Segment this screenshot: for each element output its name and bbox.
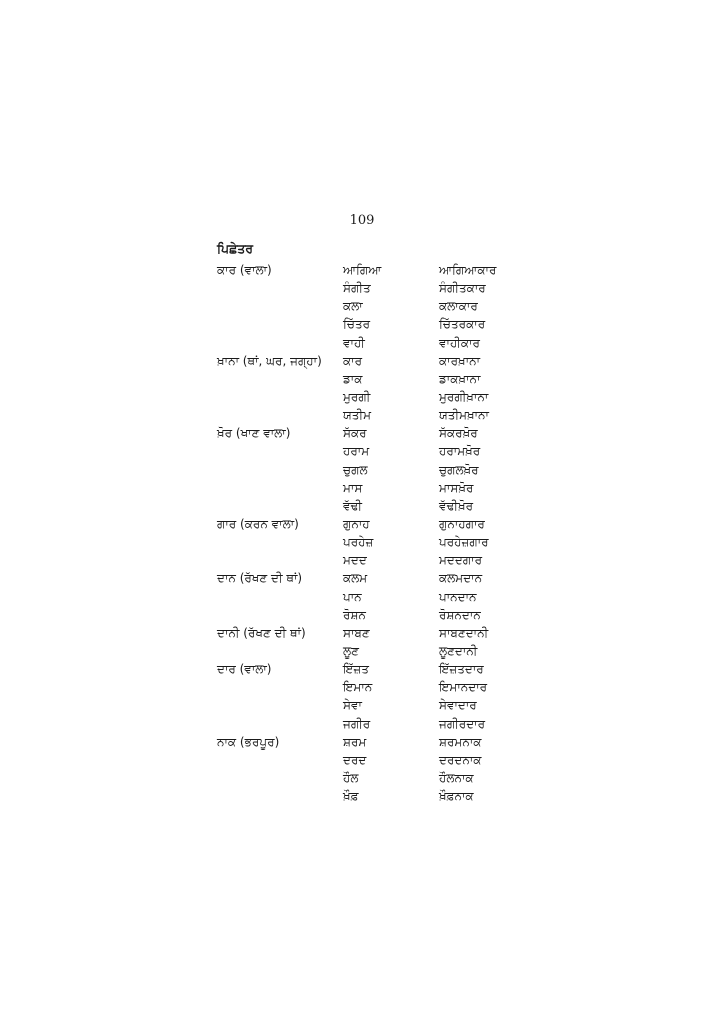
- table-row: [217, 606, 537, 624]
- derived-word-cell: ਇਮਾਨਦਾਰ: [439, 680, 488, 695]
- base-word-cell: ਸੇਵਾ: [343, 698, 362, 713]
- suffix-cell: ਦਾਨ (ਰੱਖਣ ਦੀ ਥਾਂ): [217, 571, 303, 586]
- base-word-cell: ਯਤੀਮ: [343, 408, 371, 423]
- base-word-cell: ਸ਼ਰਮ: [343, 734, 367, 749]
- derived-word-cell: ਸ਼ਰਮਨਾਕ: [439, 734, 482, 749]
- base-word-cell: ਡਾਕ: [343, 371, 363, 386]
- base-word-cell: ਪਰਹੇਜ਼: [343, 535, 374, 550]
- base-word-cell: ਸਾਬਣ: [343, 625, 370, 640]
- base-word-cell: ਚਿੱਤਰ: [343, 317, 371, 332]
- suffix-cell: ਦਾਰ (ਵਾਲਾ): [217, 662, 272, 677]
- derived-word-cell: ਹਰਾਮਖ਼ੋਰ: [439, 444, 481, 459]
- base-word-cell: ਗੁਨਾਹ: [343, 516, 370, 531]
- base-word-cell: ਵੱਢੀ: [343, 498, 362, 513]
- derived-word-cell: ਵੱਢੀਖ਼ੋਰ: [439, 498, 474, 513]
- base-word-cell: ਮਦਦ: [343, 553, 367, 568]
- base-word-cell: ਲੂਣ: [343, 643, 359, 658]
- table-row: [217, 497, 537, 515]
- derived-word-cell: ਹੌਲਨਾਕ: [439, 770, 474, 785]
- suffix-table: [217, 261, 537, 805]
- table-row: [217, 769, 537, 787]
- base-word-cell: ਇੱਜ਼ਤ: [343, 662, 369, 677]
- table-row: [217, 642, 537, 660]
- derived-word-cell: ਯਤੀਮਖ਼ਾਨਾ: [439, 408, 489, 423]
- table-row: [217, 352, 537, 370]
- derived-word-cell: ਸਾਬਣਦਾਨੀ: [439, 625, 489, 640]
- table-row: [217, 660, 537, 678]
- base-word-cell: ਆਗਿਆ: [343, 263, 382, 277]
- suffix-cell: ਕਾਰ (ਵਾਲਾ): [217, 263, 272, 277]
- derived-word-cell: ਕਲਮਦਾਨ: [439, 571, 483, 586]
- table-row: [217, 624, 537, 642]
- derived-word-cell: ਮੁਰਗੀਖ਼ਾਨਾ: [439, 389, 489, 404]
- derived-word-cell: ਸੇਵਾਦਾਰ: [439, 698, 477, 713]
- table-row: [217, 751, 537, 769]
- derived-word-cell: ਲੂਣਦਾਨੀ: [439, 643, 478, 658]
- derived-word-cell: ਸੰਗੀਤਕਾਰ: [439, 281, 486, 296]
- base-word-cell: ਜਗੀਰ: [343, 716, 371, 731]
- base-word-cell: ਕਲਮ: [343, 571, 368, 586]
- base-word-cell: ਦਰਦ: [343, 752, 367, 767]
- derived-word-cell: ਚਿੱਤਰਕਾਰ: [439, 317, 486, 332]
- table-row: [217, 533, 537, 551]
- derived-word-cell: ਆਗਿਆਕਾਰ: [439, 263, 497, 277]
- table-row: [217, 334, 537, 352]
- derived-word-cell: ਕਲਾਕਾਰ: [439, 299, 478, 314]
- suffix-cell: ਗਾਰ (ਕਰਨ ਵਾਲਾ): [217, 516, 299, 531]
- suffix-cell: ਨਾਕ (ਭਰਪੂਰ): [217, 734, 280, 749]
- base-word-cell: ਕਾਰ: [343, 353, 363, 368]
- derived-word-cell: ਇੱਜ਼ਤਦਾਰ: [439, 662, 484, 677]
- table-row: [217, 461, 537, 479]
- table-row: [217, 442, 537, 460]
- table-row: [217, 424, 537, 442]
- derived-word-cell: ਦਰਦਨਾਕ: [439, 752, 482, 767]
- page-number: 109: [349, 213, 375, 228]
- table-row: [217, 370, 537, 388]
- derived-word-cell: ਜਗੀਰਦਾਰ: [439, 716, 486, 731]
- table-row: [217, 479, 537, 497]
- base-word-cell: ਇਮਾਨ: [343, 680, 373, 695]
- base-word-cell: ਮੁਰਗੀ: [343, 389, 371, 404]
- derived-word-cell: ਖ਼ੌਫ਼ਨਾਕ: [439, 789, 474, 804]
- suffix-cell: ਖ਼ੋਰ (ਖਾਣ ਵਾਲਾ): [217, 426, 291, 441]
- derived-word-cell: ਪਰਹੇਜ਼ਗਾਰ: [439, 535, 489, 550]
- table-row: [217, 315, 537, 333]
- suffix-cell: ਖ਼ਾਨਾ (ਥਾਂ, ਘਰ, ਜਗ੍ਹਾ): [217, 353, 322, 368]
- table-row: [217, 551, 537, 569]
- derived-word-cell: ਵਾਹੀਕਾਰ: [439, 335, 480, 350]
- base-word-cell: ਚੁਗਲ: [343, 462, 368, 477]
- base-word-cell: ਸੰਗੀਤ: [343, 281, 371, 296]
- table-row: [217, 297, 537, 315]
- derived-word-cell: ਕਾਰਖ਼ਾਨਾ: [439, 353, 481, 368]
- base-word-cell: ਹੌਲ: [343, 770, 359, 785]
- table-row: [217, 569, 537, 587]
- table-row: [217, 406, 537, 424]
- table-row: [217, 715, 537, 733]
- table-row: [217, 733, 537, 751]
- base-word-cell: ਮਾਸ: [343, 480, 363, 495]
- table-row: [217, 279, 537, 297]
- table-row: [217, 588, 537, 606]
- derived-word-cell: ਸੱਕਰਖ਼ੋਰ: [439, 426, 478, 441]
- table-row: [217, 388, 537, 406]
- base-word-cell: ਸੱਕਰ: [343, 426, 367, 441]
- table-row: [217, 261, 537, 279]
- table-row: [217, 696, 537, 714]
- base-word-cell: ਹਰਾਮ: [343, 444, 370, 459]
- table-row: [217, 787, 537, 805]
- table-row: [217, 515, 537, 533]
- base-word-cell: ਕਲਾ: [343, 299, 363, 314]
- derived-word-cell: ਮਦਦਗਾਰ: [439, 553, 483, 568]
- derived-word-cell: ਡਾਕਖ਼ਾਨਾ: [439, 371, 481, 386]
- base-word-cell: ਖ਼ੌਫ਼: [343, 789, 359, 804]
- derived-word-cell: ਗੁਨਾਹਗਾਰ: [439, 516, 485, 531]
- derived-word-cell: ਪਾਨਦਾਨ: [439, 589, 477, 604]
- derived-word-cell: ਰੋਸ਼ਨਦਾਨ: [439, 607, 481, 622]
- base-word-cell: ਪਾਨ: [343, 589, 362, 604]
- base-word-cell: ਰੋਸ਼ਨ: [343, 607, 366, 622]
- table-row: [217, 678, 537, 696]
- section-heading: ਪਿਛੇਤਰ: [217, 241, 254, 256]
- derived-word-cell: ਚੁਗਲਖ਼ੋਰ: [439, 462, 479, 477]
- derived-word-cell: ਮਾਸਖ਼ੋਰ: [439, 480, 474, 495]
- suffix-cell: ਦਾਨੀ (ਰੱਖਣ ਦੀ ਥਾਂ): [217, 625, 306, 640]
- base-word-cell: ਵਾਹੀ: [343, 335, 365, 350]
